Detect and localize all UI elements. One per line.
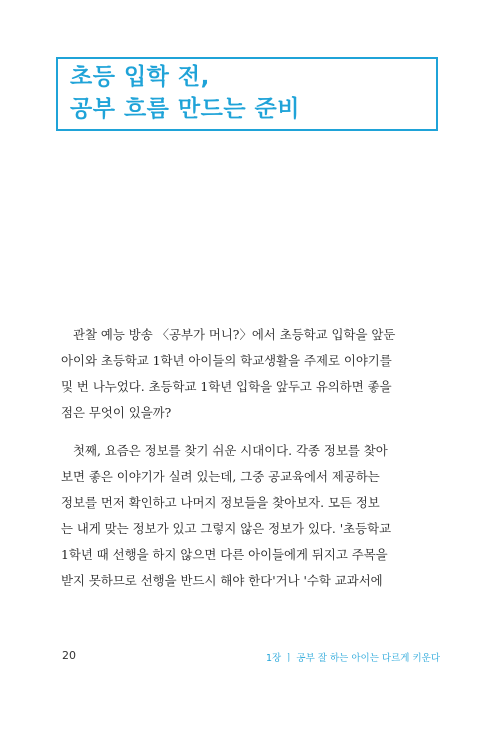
paragraph-line: 첫째, 요즘은 정보를 찾기 쉬운 시대이다. 각종 정보를 찾아 xyxy=(73,443,388,458)
paragraph-line: 및 번 나누었다. 초등학교 1학년 입학을 앞두고 유의하면 좋을 xyxy=(61,379,392,394)
paragraph-line: 보면 좋은 이야기가 실려 있는데, 그중 공교육에서 제공하는 xyxy=(61,469,380,484)
paragraph-2 xyxy=(61,438,431,594)
page-number: 20 xyxy=(62,649,76,662)
paragraph-line: 관찰 예능 방송 〈공부가 머니?〉에서 초등학교 입학을 앞둔 xyxy=(73,327,396,342)
paragraph-line: 받지 못하므로 선행을 반드시 해야 한다'거나 '수학 교과서에 xyxy=(61,573,383,588)
paragraph-line: 정보를 먼저 확인하고 나머지 정보들을 찾아보자. 모든 정보 xyxy=(61,495,380,510)
paragraph-line: 아이와 초등학교 1학년 아이들의 학교생활을 주제로 이야기를 xyxy=(61,353,392,368)
paragraph-1 xyxy=(61,322,431,426)
running-footer-chapter: 1장 ㅣ 공부 잘 하는 아이는 다르게 키운다 xyxy=(265,653,440,664)
chapter-title-line-2: 공부 흐름 만드는 준비 xyxy=(70,96,300,122)
paragraph-line: 1학년 때 선행을 하지 않으면 다른 아이들에게 뒤지고 주목을 xyxy=(61,547,388,562)
paragraph-line: 는 내게 맞는 정보가 있고 그렇지 않은 정보가 있다. '초등학교 xyxy=(61,521,392,536)
paragraph-line: 점은 무엇이 있을까? xyxy=(61,405,172,420)
chapter-title-line-1: 초등 입학 전, xyxy=(70,64,210,90)
